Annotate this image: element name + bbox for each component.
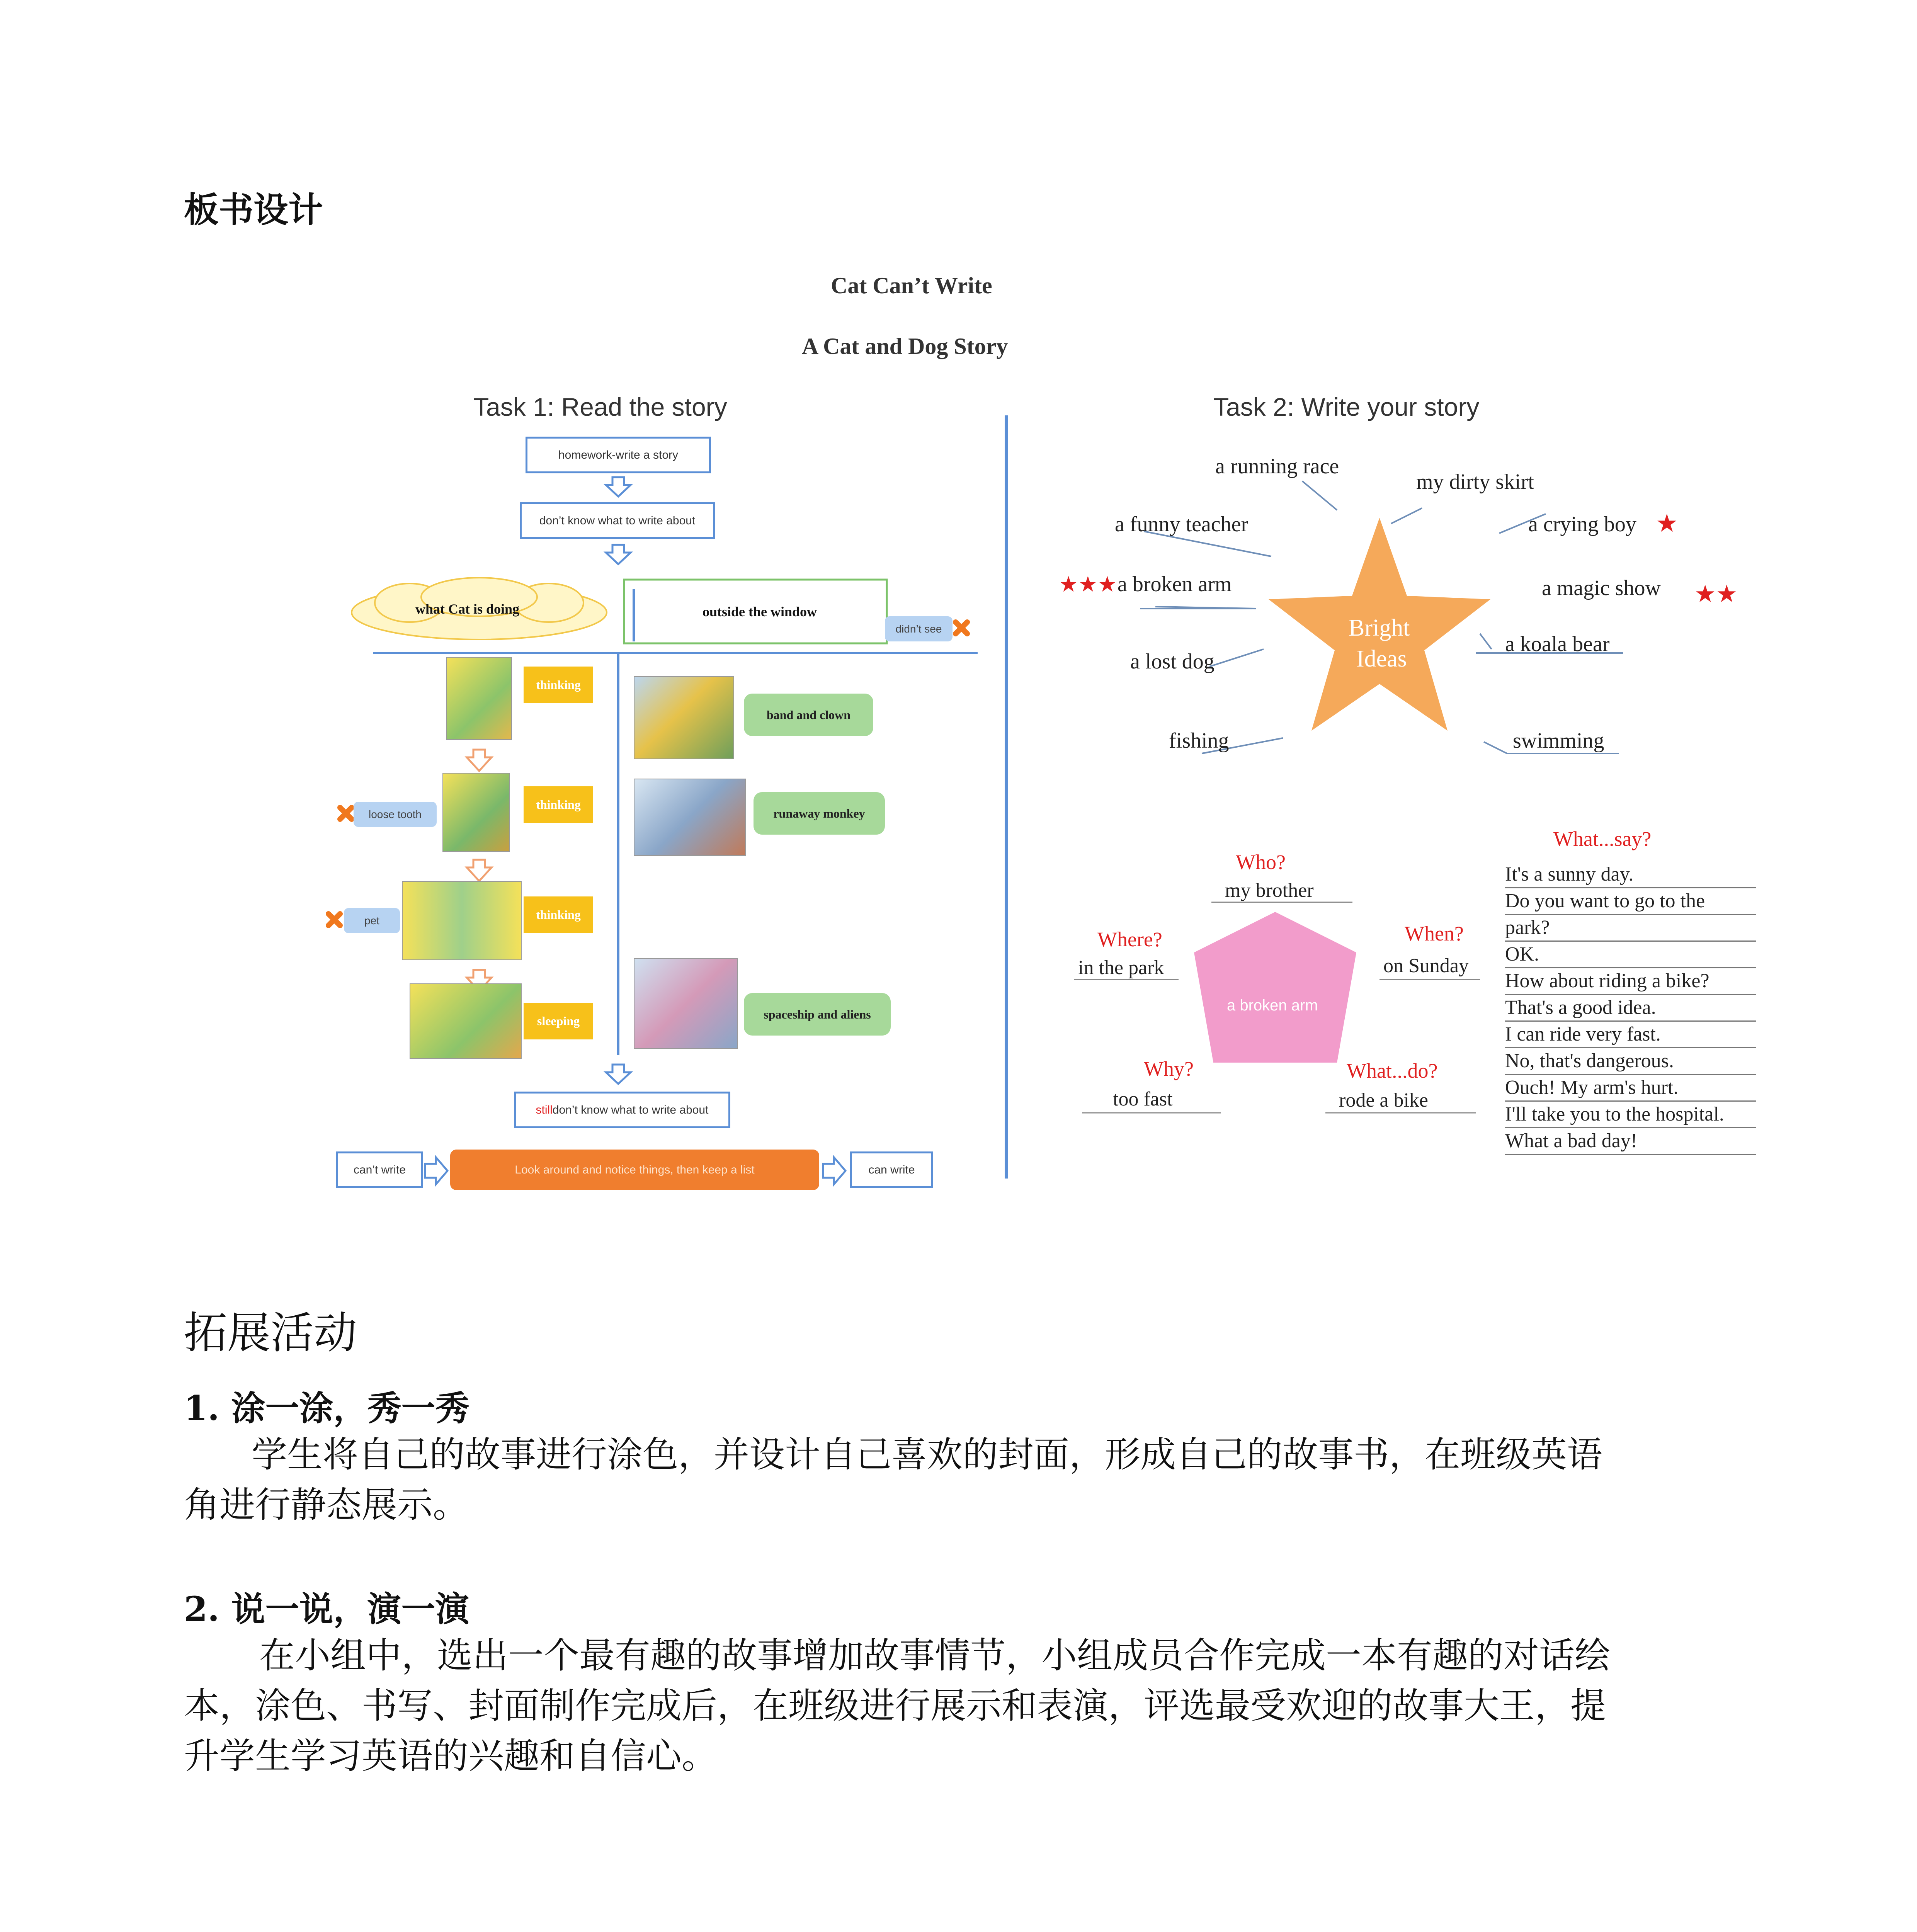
story-pentagon xyxy=(1194,912,1356,1063)
word-koala-bear: a koala bear xyxy=(1505,632,1610,656)
dialogue-line: Do you want to go to the xyxy=(1505,888,1756,915)
dialogue-line: I can ride very fast. xyxy=(1505,1022,1756,1048)
cross-icon xyxy=(328,622,967,925)
cat-picture xyxy=(402,881,522,960)
cat-picture xyxy=(446,657,512,740)
word-lost-dog: a lost dog xyxy=(1130,650,1214,673)
diagram-subtitle: A Cat and Dog Story xyxy=(802,333,1008,359)
dialogue-line: OK. xyxy=(1505,942,1756,968)
can-write-box: can write xyxy=(850,1151,933,1188)
cant-write-box: can’t write xyxy=(336,1151,423,1188)
dialogue-line: No, that's dangerous. xyxy=(1505,1048,1756,1075)
section1-body xyxy=(184,1430,1733,1530)
runaway-monkey-box: runaway monkey xyxy=(754,792,885,835)
dialogue-line: What a bad day! xyxy=(1505,1128,1756,1155)
paragraph-line: 在小组中，选出一个最有趣的故事增加故事情节，小组成员合作完成一本有趣的对话绘 xyxy=(259,1635,1611,1676)
word-crying-boy: a crying boy xyxy=(1528,512,1636,536)
answer-why: too fast xyxy=(1113,1088,1173,1110)
flow-box-still: still don’t know what to write about xyxy=(514,1092,730,1128)
band-clown-box: band and clown xyxy=(744,694,873,736)
flow-box-dont-know: don’t know what to write about xyxy=(520,502,715,539)
task2-label: Task 2: Write your story xyxy=(1213,393,1480,421)
aliens-picture xyxy=(634,958,738,1049)
paragraph-line: 升学生学习英语的兴趣和自信心。 xyxy=(184,1735,718,1777)
question-what-do: What...do? xyxy=(1347,1059,1438,1082)
outside-window-label: outside the window xyxy=(703,604,817,619)
dialogue-line: That's a good idea. xyxy=(1505,995,1756,1022)
diagram-title: Cat Can’t Write xyxy=(831,273,992,298)
word-magic-show: a magic show xyxy=(1542,576,1661,600)
answer-who: my brother xyxy=(1225,879,1314,901)
section2-title: 2. 说一说，演一演 xyxy=(184,1589,469,1629)
dialogue-line: It's a sunny day. xyxy=(1505,862,1756,888)
dialogue-line: How about riding a bike? xyxy=(1505,968,1756,995)
section-heading-extension: 拓展活动 xyxy=(184,1308,357,1358)
flow-box-homework: homework-write a story xyxy=(526,437,711,473)
star-icon: ★ xyxy=(1656,510,1678,537)
question-where: Where? xyxy=(1097,928,1162,951)
section-heading-board: 板书设计 xyxy=(184,189,323,230)
band-picture xyxy=(634,676,734,759)
pet-box: pet xyxy=(344,908,400,933)
answer-when: on Sunday xyxy=(1383,955,1469,977)
star-icon: ★★ xyxy=(1694,581,1738,607)
monkey-picture xyxy=(634,779,746,856)
paragraph-line: 本，涂色、书写、封面制作完成后，在班级进行展示和表演，评选最受欢迎的故事大王，提 xyxy=(184,1685,1606,1726)
dialogue-line: Ouch! My arm's hurt. xyxy=(1505,1075,1756,1102)
loose-tooth-box: loose tooth xyxy=(354,802,437,827)
star-text: Ideas xyxy=(1356,646,1407,672)
cat-picture xyxy=(442,773,510,852)
cloud-label: what Cat is doing xyxy=(415,601,520,617)
word-swimming: swimming xyxy=(1513,729,1604,753)
dialogue-title: What...say? xyxy=(1553,827,1652,850)
spaceship-aliens-box: spaceship and aliens xyxy=(744,993,891,1036)
notice-things-box: Look around and notice things, then keep a list xyxy=(450,1150,819,1190)
answer-where: in the park xyxy=(1078,957,1164,979)
paragraph-line: 角进行静态展示。 xyxy=(184,1484,469,1526)
section2-body xyxy=(184,1631,1733,1781)
dialogue-lines xyxy=(1505,862,1756,1155)
cat-picture xyxy=(410,983,522,1059)
question-who: Who? xyxy=(1236,850,1286,874)
section1-title: 1. 涂一涂，秀一秀 xyxy=(184,1388,469,1428)
star-text: Bright xyxy=(1349,615,1410,641)
thinking-box: thinking xyxy=(524,667,593,703)
answer-what-do: rode a bike xyxy=(1339,1089,1429,1111)
sleeping-box: sleeping xyxy=(524,1003,593,1039)
paragraph-line: 学生将自己的故事进行涂色，并设计自己喜欢的封面，形成自己的故事书，在班级英语 xyxy=(252,1434,1603,1475)
thinking-box: thinking xyxy=(524,786,593,823)
task1-label: Task 1: Read the story xyxy=(473,393,727,421)
dialogue-line: park? xyxy=(1505,915,1756,942)
thinking-box: thinking xyxy=(524,896,593,933)
word-running-race: a running race xyxy=(1215,454,1339,478)
word-dirty-skirt: my dirty skirt xyxy=(1416,470,1534,494)
dialogue-line: I'll take you to the hospital. xyxy=(1505,1102,1756,1128)
word-broken-arm: a broken arm xyxy=(1118,572,1232,596)
star-icon: ★★★ xyxy=(1059,573,1117,597)
word-funny-teacher: a funny teacher xyxy=(1115,512,1249,536)
question-when: When? xyxy=(1405,922,1464,945)
didnt-see-box: didn’t see xyxy=(885,616,953,641)
question-why: Why? xyxy=(1144,1057,1194,1080)
word-fishing: fishing xyxy=(1169,729,1229,753)
pentagon-center: a broken arm xyxy=(1227,997,1318,1014)
